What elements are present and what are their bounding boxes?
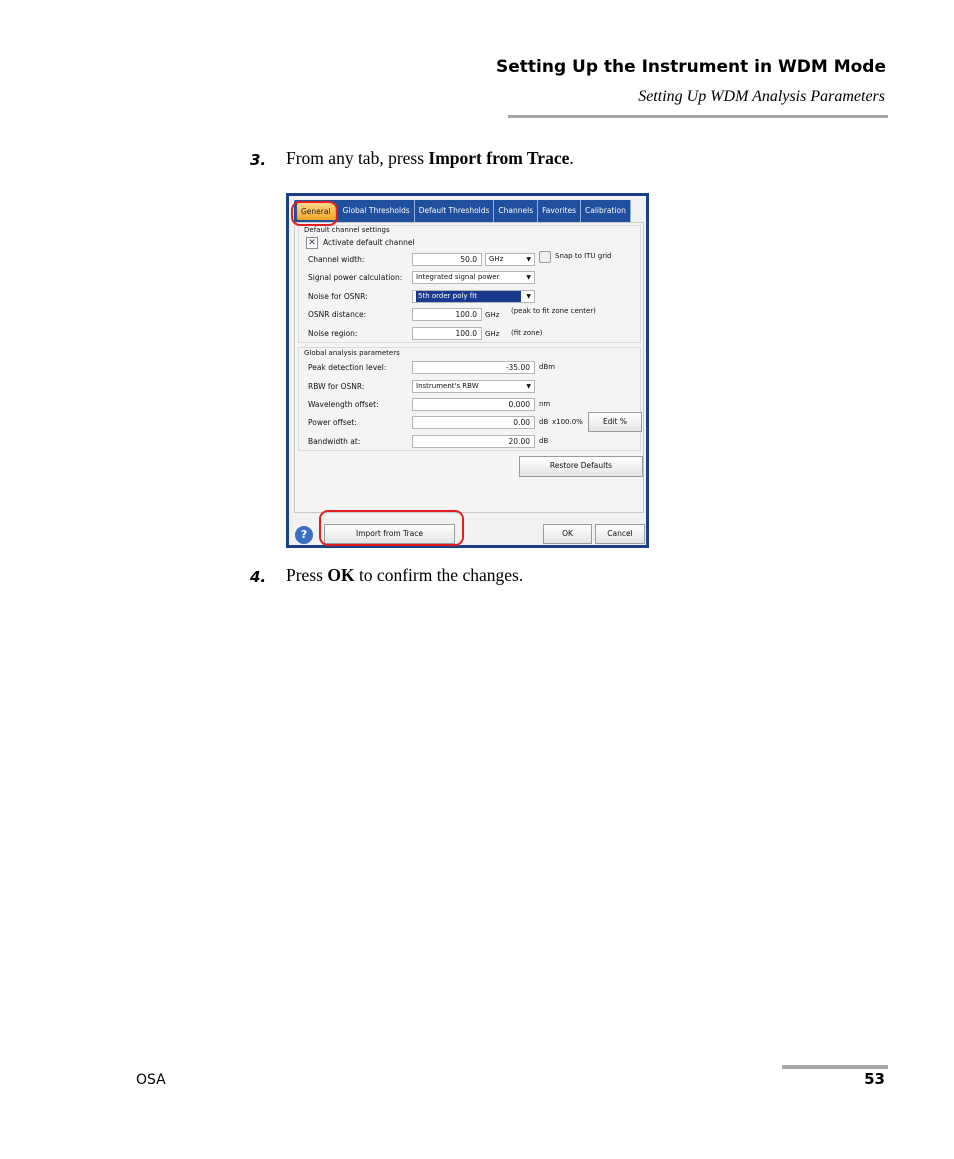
channel-width-unit-select[interactable] (485, 253, 535, 266)
chevron-down-icon: ▼ (526, 274, 531, 281)
noise-region-label: Noise region: (308, 329, 358, 338)
channel-width-label: Channel width: (308, 255, 365, 264)
bandwidth-field[interactable]: 20.00 (412, 435, 535, 448)
power-offset-unit: dB (539, 418, 549, 426)
bandwidth-label: Bandwidth at: (308, 437, 361, 446)
help-icon[interactable]: ? (295, 526, 313, 544)
footer-rule (782, 1065, 888, 1069)
wavelength-offset-field[interactable]: 0.000 (412, 398, 535, 411)
cancel-button[interactable]: Cancel (595, 524, 645, 544)
osnr-distance-note: (peak to fit zone center) (511, 307, 596, 315)
rbw-osnr-select[interactable] (412, 380, 535, 393)
global-analysis-group (298, 347, 641, 451)
channel-width-unit-text: GHz (489, 255, 504, 263)
channel-width-field[interactable]: 50.0 (412, 253, 482, 266)
restore-defaults-button[interactable]: Restore Defaults (519, 456, 643, 477)
activate-default-channel-checkbox[interactable]: ✕ (306, 237, 318, 249)
peak-detection-unit: dBm (539, 363, 556, 371)
noise-region-field[interactable]: 100.0 (412, 327, 482, 340)
noise-osnr-text: 5th order poly fit (416, 291, 521, 302)
page-number: 53 (864, 1070, 885, 1088)
step-4-text-before: Press (286, 565, 328, 585)
default-channel-group (298, 225, 641, 343)
chevron-down-icon: ▼ (526, 293, 531, 300)
footer-product: OSA (136, 1072, 166, 1088)
rbw-osnr-text: Instrument's RBW (416, 382, 479, 390)
bandwidth-unit: dB (539, 437, 549, 445)
osnr-distance-label: OSNR distance: (308, 310, 367, 319)
chevron-down-icon: ▼ (526, 256, 531, 263)
step-3-bold: Import from Trace (428, 148, 570, 168)
tab-bar (294, 200, 631, 222)
snap-itu-label: Snap to ITU grid (555, 252, 612, 260)
page-header-title: Setting Up the Instrument in WDM Mode (495, 57, 886, 77)
osnr-distance-field[interactable]: 100.0 (412, 308, 482, 321)
general-tab-panel (294, 222, 644, 513)
noise-region-note: (fit zone) (511, 329, 543, 337)
peak-detection-field[interactable]: -35.00 (412, 361, 535, 374)
snap-itu-checkbox[interactable] (539, 251, 551, 263)
default-channel-group-title: Default channel settings (304, 226, 390, 234)
power-offset-percent: x100.0% (552, 418, 583, 426)
global-analysis-group-title: Global analysis parameters (304, 349, 400, 357)
header-rule (508, 115, 888, 118)
page-header-subtitle: Setting Up WDM Analysis Parameters (638, 88, 885, 105)
tab-global-thresholds[interactable]: Global Thresholds (339, 200, 415, 222)
ok-button[interactable]: OK (543, 524, 592, 544)
tab-general[interactable]: General (297, 203, 336, 220)
noise-osnr-label: Noise for OSNR: (308, 292, 368, 301)
power-offset-label: Power offset: (308, 418, 357, 427)
step-3-text (286, 148, 574, 169)
tab-calibration[interactable]: Calibration (581, 200, 631, 222)
edit-percent-button[interactable]: Edit % (588, 412, 642, 432)
step-4-bold: OK (327, 565, 355, 585)
signal-power-label: Signal power calculation: (308, 273, 403, 282)
step-4-text (286, 565, 523, 586)
activate-default-channel-label: Activate default channel (323, 238, 415, 247)
noise-region-unit: GHz (485, 330, 500, 338)
step-4-number: 4. (250, 568, 267, 586)
rbw-osnr-label: RBW for OSNR: (308, 382, 365, 391)
wavelength-offset-unit: nm (539, 400, 551, 408)
wavelength-offset-label: Wavelength offset: (308, 400, 379, 409)
noise-osnr-select[interactable] (412, 290, 535, 303)
signal-power-select[interactable] (412, 271, 535, 284)
import-from-trace-button[interactable]: Import from Trace (324, 524, 455, 544)
wdm-setup-dialog (286, 193, 649, 548)
osnr-distance-unit: GHz (485, 311, 500, 319)
signal-power-text: Integrated signal power (416, 273, 500, 281)
tab-favorites[interactable]: Favorites (538, 200, 581, 222)
general-tab-highlight (291, 201, 338, 226)
step-4-text-after: to confirm the changes. (354, 565, 524, 585)
tab-channels[interactable]: Channels (494, 200, 538, 222)
power-offset-field[interactable]: 0.00 (412, 416, 535, 429)
step-3-number: 3. (250, 151, 267, 169)
import-button-highlight (319, 510, 464, 546)
step-3-text-before: From any tab, press (286, 148, 429, 168)
tab-default-thresholds[interactable]: Default Thresholds (415, 200, 495, 222)
peak-detection-label: Peak detection level: (308, 363, 387, 372)
chevron-down-icon: ▼ (526, 383, 531, 390)
step-3-text-after: . (569, 148, 574, 168)
